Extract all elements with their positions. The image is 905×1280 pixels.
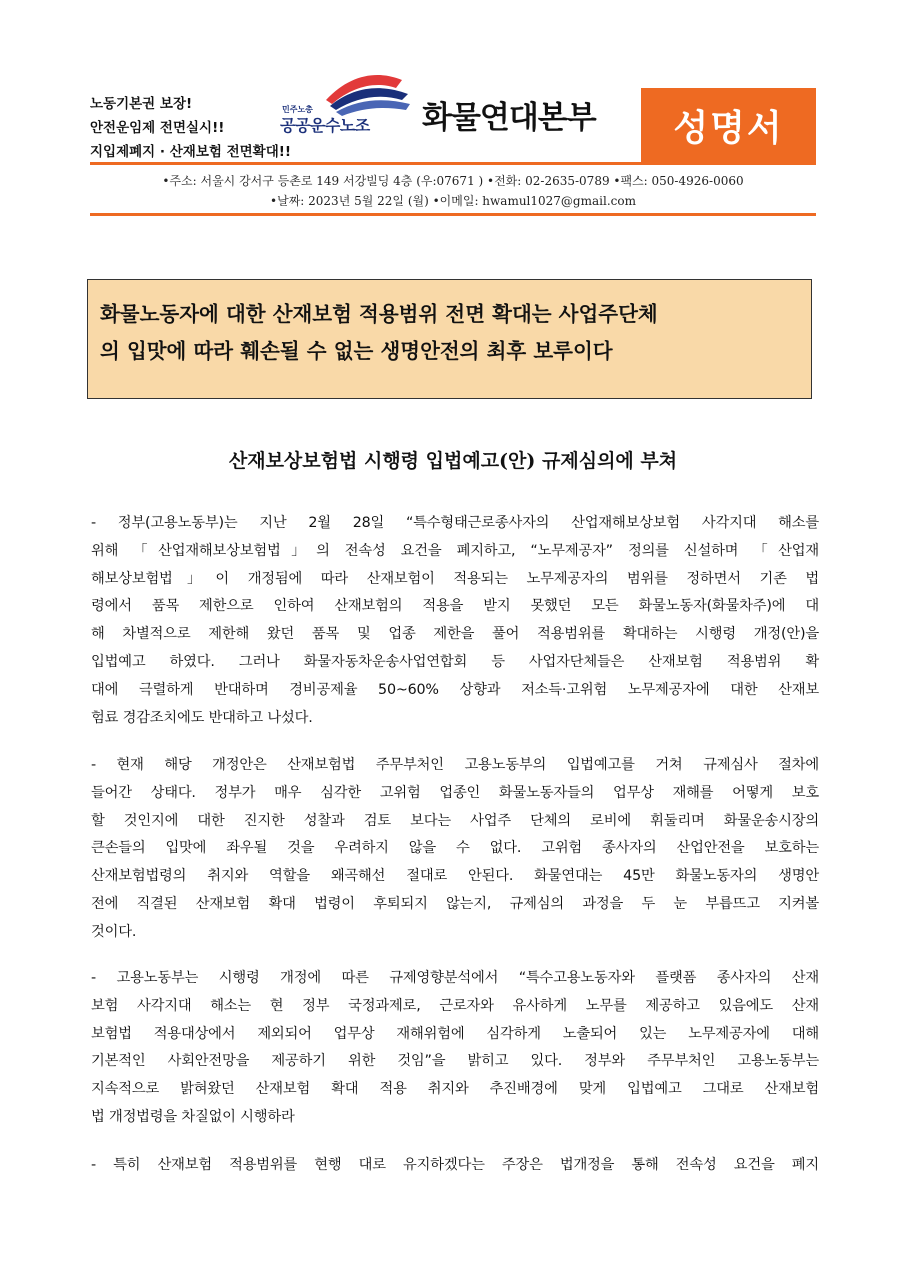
headline-line: 화물노동자에 대한 산재보험 적용범위 전면 확대는 사업주단체 — [100, 302, 658, 326]
paragraph-line: 보험법 적용대상에서 제외되어 업무상 재해위험에 심각하게 노출되어 있는 노무제공자에 대해 — [91, 1025, 819, 1042]
org-name: 화물연대본부 — [422, 100, 596, 136]
slogan-1: 노동기본권 보장! — [90, 96, 193, 112]
doc-type-badge: 성명서 — [641, 88, 816, 162]
slogan-3: 지입제폐지 · 산재보험 전면확대!! — [90, 144, 292, 160]
paragraph-line: 들어간 상태다. 정부가 매우 심각한 고위험 업종인 화물노동자들의 업무상 재해를 어떻게 보호 — [91, 784, 819, 801]
subtitle: 산재보상보험법 시행령 입법예고(안) 규제심의에 부쳐 — [228, 450, 678, 472]
paragraph-line: 위해 「산업재해보상보험법」의 전속성 요건을 폐지하고, “노무제공자” 정의를 신설하며 「산업재 — [91, 542, 819, 559]
body-paragraph — [91, 965, 819, 1132]
paragraph-line: 것이다. — [91, 923, 137, 940]
paragraph-line: 험료 경감조치에도 반대하고 나섰다. — [91, 709, 313, 726]
body-paragraph — [91, 752, 819, 947]
paragraph-line: 지속적으로 밝혀왔던 산재보험 확대 적용 취지와 추진배경에 맞게 입법예고 그대로 산재보험 — [91, 1081, 819, 1098]
paragraph-line: - 특히 산재보험 적용범위를 현행 대로 유지하겠다는 주장은 법개정을 통해 전속성 요건을 폐지 — [91, 1157, 819, 1173]
slogan-list — [90, 92, 291, 164]
paragraph-line: 산재보험법령의 취지와 역할을 왜곡해선 절대로 안된다. 화물연대는 45만 화물노동자의 생명안 — [91, 868, 819, 885]
paragraph-line: 보험 사각지대 해소는 현 정부 국정과제로, 근로자와 유사하게 노무를 제공하고 있음에도 산재 — [91, 997, 819, 1014]
paragraph-line: 해보상보험법」이 개정됨에 따라 산재보험이 적용되는 노무제공자의 범위를 정하면서 기존 법 — [91, 570, 819, 587]
paragraph-line: 령에서 품목 제한으로 인하여 산재보험의 적용을 받지 못했던 모든 화물노동자(화물차주)에 대 — [91, 598, 819, 615]
paragraph-line: - 고용노동부는 시행령 개정에 따른 규제영향분석에서 “특수고용노동자와 플랫폼 종사자의 산재 — [91, 970, 819, 986]
contact-info-line: •주소: 서울시 강서구 등촌로 149 서강빌딩 4층 (우:07671 ) •전화: 02-2635-0789 •팩스: 050-4926-0060 — [162, 174, 744, 188]
headline-box — [87, 279, 812, 399]
header-divider-top — [90, 162, 816, 165]
union-affiliation: 민주노총 — [282, 105, 313, 114]
paragraph-line: - 정부(고용노동부)는 지난 2월 28일 “특수형태근로종사자의 산업재해보상보험 사각지대 해소를 — [91, 515, 819, 531]
body-paragraph — [91, 1152, 819, 1180]
body-paragraph — [91, 510, 819, 732]
paragraph-line: - 현재 해당 개정안은 산재보험법 주무부처인 고용노동부의 입법예고를 거쳐 규제심사 절차에 — [91, 757, 819, 773]
paragraph-line: 해 차별적으로 제한해 왔던 품목 및 업종 제한을 풀어 적용범위를 확대하는 시행령 개정(안)을 — [91, 626, 819, 643]
headline-line: 의 입맛에 따라 훼손될 수 없는 생명안전의 최후 보루이다 — [100, 339, 613, 363]
paragraph-line: 큰손들의 입맛에 좌우될 것을 우려하지 않을 수 없다. 고위험 종사자의 산업안전을 보호하는 — [91, 840, 819, 857]
header-divider-bottom — [90, 213, 816, 216]
paragraph-line: 할 것인지에 대한 진지한 성찰과 검토 보다는 사업주 단체의 로비에 휘둘리며 화물운송시장의 — [91, 812, 819, 829]
paragraph-line: 입법예고 하였다. 그러나 화물자동차운송사업연합회 등 사업자단체들은 산재보험 적용범위 확 — [91, 653, 819, 670]
slogan-2: 안전운임제 전면실시!! — [90, 120, 225, 136]
paragraph-line: 기본적인 사회안전망을 제공하기 위한 것임”을 밝히고 있다. 정부와 주무부처인 고용노동부는 — [91, 1053, 819, 1070]
union-name: 공공운수노조 — [280, 116, 370, 135]
date-email-line: •날짜: 2023년 5월 22일 (월) •이메일: hwamul1027@gmail.com — [270, 194, 636, 208]
paragraph-line: 전에 직결된 산재보험 확대 법령이 후퇴되지 않는지, 규제심의 과정을 두 눈 부릅뜨고 지켜볼 — [91, 895, 819, 912]
paragraph-line: 대에 극렬하게 반대하며 경비공제율 50~60% 상향과 저소득·고위험 노무제공자에 대한 산재보 — [91, 681, 819, 698]
paragraph-line: 법 개정법령을 차질없이 시행하라 — [91, 1108, 295, 1125]
